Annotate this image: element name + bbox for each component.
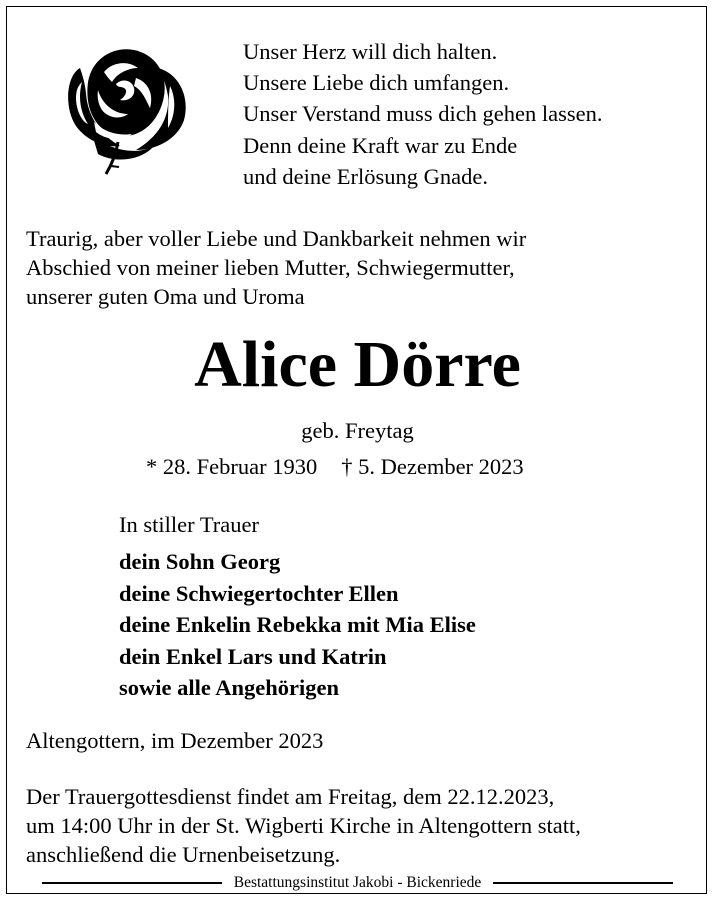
footer-rule-right bbox=[493, 882, 673, 884]
poem bbox=[243, 36, 603, 192]
mourning-heading: In stiller Trauer bbox=[119, 512, 259, 537]
funeral-home: Bestattungsinstitut Jakobi - Bickenriede bbox=[233, 874, 482, 891]
mourners-list bbox=[119, 546, 476, 704]
mourner-line: dein Enkel Lars und Katrin bbox=[119, 643, 387, 669]
poem-line: Unsere Liebe dich umfangen. bbox=[243, 70, 510, 96]
service-line: anschließend die Urnenbeisetzung. bbox=[26, 842, 341, 867]
intro-line: Traurig, aber voller Liebe und Dankbarkeit nehmen wir bbox=[26, 226, 527, 251]
maiden-name: geb. Freytag bbox=[301, 418, 414, 443]
service-line: um 14:00 Uhr in der St. Wigberti Kirche in Altengottern statt, bbox=[26, 813, 581, 838]
intro-line: unserer guten Oma und Uroma bbox=[26, 284, 305, 309]
poem-line: Denn deine Kraft war zu Ende bbox=[243, 132, 518, 158]
poem-line: Unser Verstand muss dich gehen lassen. bbox=[243, 101, 603, 127]
intro-line: Abschied von meiner lieben Mutter, Schwiegermutter, bbox=[26, 255, 515, 280]
birth-date: * 28. Februar 1930 bbox=[146, 454, 318, 479]
life-dates bbox=[146, 452, 524, 482]
footer bbox=[0, 872, 715, 894]
poem-line: und deine Erlösung Gnade. bbox=[243, 163, 488, 189]
deceased-name: Alice Dörre bbox=[194, 328, 521, 401]
service-info bbox=[26, 782, 581, 869]
intro-text bbox=[26, 224, 526, 311]
footer-rule-left bbox=[42, 882, 222, 884]
rose-icon bbox=[58, 38, 194, 176]
service-line: Der Trauergottesdienst findet am Freitag, dem 22.12.2023, bbox=[26, 784, 555, 809]
place-date: Altengottern, im Dezember 2023 bbox=[26, 728, 324, 753]
mourner-line: deine Enkelin Rebekka mit Mia Elise bbox=[119, 612, 476, 637]
poem-line: Unser Herz will dich halten. bbox=[243, 39, 498, 64]
mourner-line: sowie alle Angehörigen bbox=[119, 675, 339, 700]
death-date: † 5. Dezember 2023 bbox=[341, 454, 524, 479]
mourner-line: dein Sohn Georg bbox=[119, 549, 281, 574]
mourner-line: deine Schwiegertochter Ellen bbox=[119, 580, 399, 606]
